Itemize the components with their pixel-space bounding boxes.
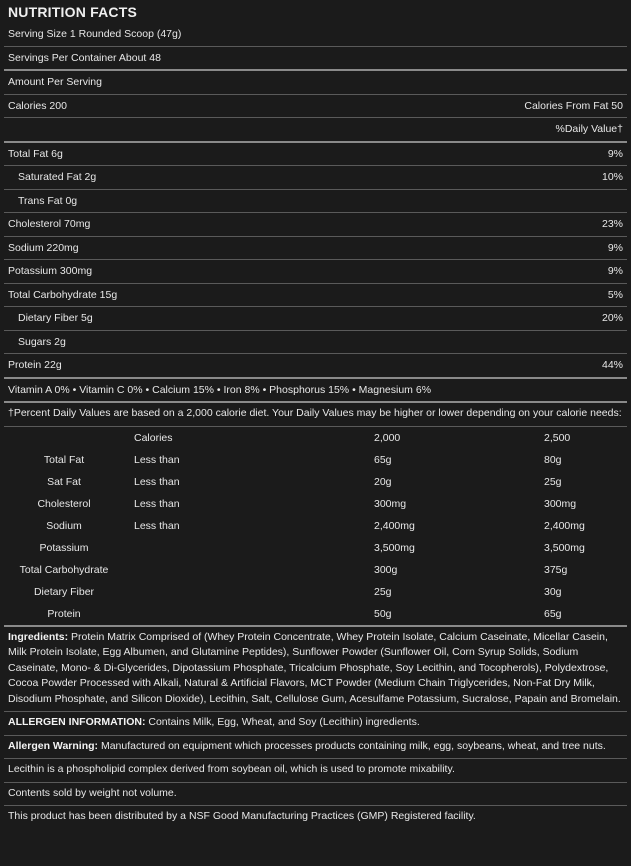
nutrient-row bbox=[4, 141, 627, 166]
vitamins-row bbox=[4, 377, 627, 402]
calories: Calories 200 bbox=[8, 99, 67, 112]
nutrient-row bbox=[4, 353, 627, 377]
nutrient-row bbox=[4, 306, 627, 330]
calories-row bbox=[4, 94, 627, 118]
nutrient-label: Trans Fat 0g bbox=[18, 194, 78, 207]
nutrient-dv: 44% bbox=[601, 359, 623, 372]
allergen-warning-label: Allergen Warning: bbox=[8, 739, 99, 752]
dv-table-row bbox=[4, 603, 627, 625]
servings-per-container-row bbox=[4, 46, 627, 70]
dv-cell: 3,500mg bbox=[374, 541, 415, 554]
dv-cell: 2,400mg bbox=[374, 519, 415, 532]
dv-cell: Protein bbox=[47, 607, 81, 620]
nutrient-dv: 20% bbox=[601, 312, 623, 325]
dv-table-row bbox=[4, 537, 627, 559]
dv-table-row bbox=[4, 493, 627, 515]
dv-cell bbox=[124, 559, 374, 581]
nutrient-dv: 10% bbox=[601, 171, 623, 184]
nutrient-row bbox=[4, 165, 627, 189]
serving-size: Serving Size 1 Rounded Scoop (47g) bbox=[8, 28, 182, 41]
dv-cell bbox=[124, 581, 374, 603]
dv-cell bbox=[124, 603, 374, 625]
ingredients-text: Protein Matrix Comprised of (Whey Protein Concentrate, Whey Protein Isolate, Calcium Caseinate, Micellar Casein, Milk Protein Isolate, Egg Albumen, and Glutamine Peptides), Sunflower Powder (Sunflower Oil, Corn Syrup Solids, Sodium Caseinate, Mono- & Di-Glycerides, Dipotassium Phosphate, Tricalcium Phosphate, Soy Lecithin, and Tocopherols), Polydextrose, Cocoa Powder Processed with Alkali, Natural & Artificial Flavors, MCT Powder (Medium Chain Triglycerides, Non-Fat Dry Milk, Disodium Phosphate, and Silicon Dioxide), Lecithin, Salt, Cellulose Gum, Acesulfame Potassium, Sucralose, Papain and Bromelain. bbox=[8, 630, 621, 705]
dv-cell bbox=[4, 426, 124, 449]
daily-value-table bbox=[4, 426, 627, 625]
allergen-warning bbox=[4, 735, 627, 759]
dv-cell: 20g bbox=[374, 475, 392, 488]
dv-cell: 30g bbox=[544, 585, 562, 598]
amount-per-serving-row bbox=[4, 69, 627, 94]
nutrient-list bbox=[4, 141, 627, 377]
dv-table-row bbox=[4, 559, 627, 581]
dv-cell bbox=[124, 537, 374, 559]
dv-cell: 65g bbox=[374, 453, 392, 466]
allergen-information-label: ALLERGEN INFORMATION: bbox=[8, 716, 146, 728]
amount-per-serving: Amount Per Serving bbox=[8, 76, 102, 89]
dv-cell: Total Carbohydrate bbox=[19, 563, 109, 576]
nutrient-row bbox=[4, 189, 627, 213]
nutrient-label: Cholesterol 70mg bbox=[8, 218, 91, 231]
dv-cell: 300g bbox=[374, 563, 398, 576]
dv-cell: Potassium bbox=[39, 541, 89, 554]
dv-cell: 50g bbox=[374, 607, 392, 620]
dv-cell: Dietary Fiber bbox=[33, 585, 95, 598]
daily-value-header-row bbox=[4, 117, 627, 141]
dv-cell: 300mg bbox=[374, 497, 407, 510]
panel-title: NUTRITION FACTS bbox=[8, 4, 137, 20]
servings-per-container: Servings Per Container About 48 bbox=[8, 51, 161, 64]
dv-cell: Less than bbox=[134, 497, 180, 510]
ingredients-label: Ingredients: bbox=[8, 630, 69, 643]
weight-note: Contents sold by weight not volume. bbox=[4, 782, 627, 806]
nutrient-row bbox=[4, 236, 627, 260]
ingredients bbox=[4, 625, 627, 712]
dv-cell: Less than bbox=[134, 475, 180, 488]
nutrient-label: Protein 22g bbox=[8, 359, 62, 372]
nutrient-label: Total Fat 6g bbox=[8, 147, 63, 160]
dv-cell: 25g bbox=[544, 475, 562, 488]
dv-cell: Sat Fat bbox=[47, 475, 81, 488]
dv-cell: Calories bbox=[134, 431, 173, 444]
nutrient-row bbox=[4, 259, 627, 283]
nutrient-row bbox=[4, 212, 627, 236]
dv-cell: Sodium bbox=[46, 519, 82, 532]
vitamins: Vitamin A 0% • Vitamin C 0% • Calcium 15% • Iron 8% • Phosphorus 15% • Magnesium 6% bbox=[8, 383, 432, 396]
dv-table-row bbox=[4, 471, 627, 493]
gmp-note: This product has been distributed by a NSF Good Manufacturing Practices (GMP) Registered facility. bbox=[4, 805, 627, 829]
dv-cell: 2,000 bbox=[374, 431, 401, 444]
footnote: †Percent Daily Values are based on a 2,000 calorie diet. Your Daily Values may be higher or lower depending on your calorie needs: bbox=[4, 401, 627, 426]
dv-cell: 25g bbox=[374, 585, 392, 598]
allergen-information-text: Contains Milk, Egg, Wheat, and Soy (Lecithin) ingredients. bbox=[145, 716, 420, 728]
nutrient-label: Sugars 2g bbox=[18, 335, 66, 348]
nutrient-label: Dietary Fiber 5g bbox=[18, 312, 93, 325]
allergen-information bbox=[4, 711, 627, 735]
dv-cell: Total Fat bbox=[43, 453, 85, 466]
serving-size-row bbox=[4, 23, 627, 46]
dv-table-row bbox=[4, 515, 627, 537]
dv-cell: 65g bbox=[544, 607, 562, 620]
nutrient-dv: 9% bbox=[607, 147, 623, 160]
nutrient-dv: 9% bbox=[607, 265, 623, 278]
dv-cell: 3,500mg bbox=[544, 541, 585, 554]
nutrient-row bbox=[4, 330, 627, 354]
dv-cell: Less than bbox=[134, 453, 180, 466]
nutrient-row bbox=[4, 283, 627, 307]
dv-table-row bbox=[4, 581, 627, 603]
dv-cell: Cholesterol bbox=[37, 497, 91, 510]
dv-cell: 2,400mg bbox=[544, 519, 585, 532]
calories-from-fat: Calories From Fat 50 bbox=[524, 99, 623, 112]
dv-cell: Less than bbox=[134, 519, 180, 532]
dv-cell: 2,500 bbox=[544, 431, 571, 444]
nutrient-label: Total Carbohydrate 15g bbox=[8, 288, 118, 301]
daily-value-header: %Daily Value† bbox=[555, 123, 623, 136]
nutrient-dv: 9% bbox=[607, 241, 623, 254]
lecithin-note: Lecithin is a phospholipid complex derived from soybean oil, which is used to promote mixability. bbox=[4, 758, 627, 782]
dv-cell: 300mg bbox=[544, 497, 577, 510]
dv-cell: 80g bbox=[544, 453, 562, 466]
nutrient-label: Potassium 300mg bbox=[8, 265, 93, 278]
nutrient-label: Sodium 220mg bbox=[8, 241, 79, 254]
dv-cell: 375g bbox=[544, 563, 568, 576]
allergen-warning-text: Manufactured on equipment which processes products containing milk, egg, soybeans, wheat, and tree nuts. bbox=[98, 739, 606, 752]
nutrient-dv: 5% bbox=[607, 288, 623, 301]
nutrient-label: Saturated Fat 2g bbox=[18, 171, 97, 184]
dv-table-header bbox=[4, 426, 627, 449]
dv-table-row bbox=[4, 449, 627, 471]
nutrient-dv: 23% bbox=[601, 218, 623, 231]
